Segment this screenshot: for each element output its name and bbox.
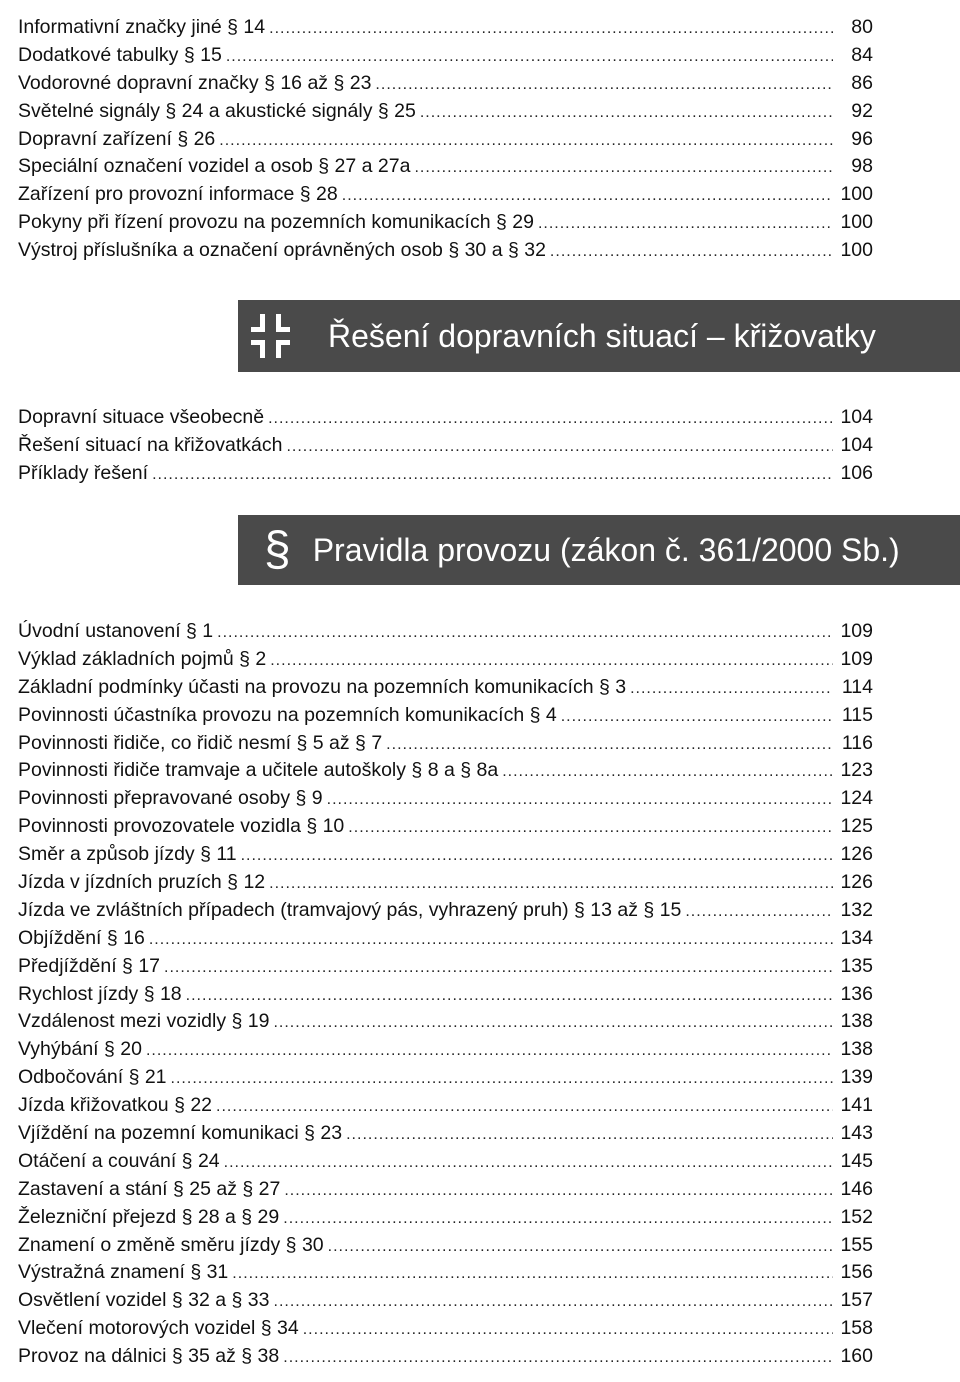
toc-entry-page: 143 <box>840 1122 873 1145</box>
dot-leader <box>269 870 833 898</box>
toc-entry[interactable] <box>18 702 873 730</box>
dot-leader <box>270 647 833 675</box>
toc-entry[interactable] <box>18 1343 873 1371</box>
dot-leader <box>538 210 833 238</box>
toc-entry[interactable] <box>18 1204 873 1232</box>
toc-entry-title: Pokyny při řízení provozu na pozemních komunikacích § 29 <box>18 211 534 234</box>
toc-entry[interactable] <box>18 1176 873 1204</box>
toc-entry[interactable] <box>18 126 873 154</box>
dot-leader <box>685 898 833 926</box>
toc-entry[interactable] <box>18 181 873 209</box>
section-banner-traffic-rules <box>238 515 960 585</box>
dot-leader <box>303 1316 833 1344</box>
toc-entry[interactable] <box>18 404 873 432</box>
toc-entry-page: 160 <box>840 1345 873 1368</box>
toc-entry-page: 146 <box>840 1177 873 1200</box>
toc-entry-page: 145 <box>840 1149 873 1172</box>
dot-leader <box>186 982 833 1010</box>
dot-leader <box>561 703 833 731</box>
toc-entry-title: Znamení o změně směru jízdy § 30 <box>18 1233 324 1256</box>
toc-entry-page: 109 <box>840 647 873 670</box>
section-banner-intersections <box>238 300 960 372</box>
toc-entry[interactable] <box>18 953 873 981</box>
toc-entry-title: Vjíždění na pozemní komunikaci § 23 <box>18 1122 343 1145</box>
toc-entry[interactable] <box>18 1259 873 1287</box>
toc-entry-title: Provoz na dálnici § 35 až § 38 <box>18 1345 280 1368</box>
toc-entry-title: Povinnosti přepravované osoby § 9 <box>18 787 323 810</box>
dot-leader <box>502 758 833 786</box>
dot-leader <box>217 619 833 647</box>
toc-entry-title: Příklady řešení <box>18 461 149 484</box>
dot-leader <box>232 1260 833 1288</box>
dot-leader <box>171 1065 833 1093</box>
toc-entry-title: Směr a způsob jízdy § 11 <box>18 843 237 866</box>
toc-entry-title: Objíždění § 16 <box>18 926 145 949</box>
toc-entry-page: 156 <box>840 1261 873 1284</box>
dot-leader <box>268 405 833 433</box>
toc-entry-page: 100 <box>840 211 873 234</box>
toc-entry-page: 96 <box>851 127 873 150</box>
toc-entry-title: Řešení situací na křižovatkách <box>18 433 283 456</box>
toc-entry-page: 158 <box>840 1317 873 1340</box>
toc-list-group-3 <box>18 618 873 1371</box>
dot-leader <box>283 1205 833 1233</box>
toc-entry-title: Dopravní zařízení § 26 <box>18 127 216 150</box>
toc-entry-title: Výklad základních pojmů § 2 <box>18 647 267 670</box>
dot-leader <box>327 786 833 814</box>
toc-entry-title: Speciální označení vozidel a osob § 27 a 27a <box>18 155 411 178</box>
toc-entry-page: 136 <box>840 982 873 1005</box>
toc-entry-title: Jízda křižovatkou § 22 <box>18 1094 213 1117</box>
dot-leader <box>216 1093 833 1121</box>
toc-entry-page: 138 <box>840 1038 873 1061</box>
toc-entry[interactable] <box>18 618 873 646</box>
banner-title: Řešení dopravních situací – křižovatky <box>328 317 876 354</box>
section-sign-icon: § <box>264 523 291 576</box>
toc-entry-page: 132 <box>840 898 873 921</box>
toc-entry-page: 98 <box>851 155 873 178</box>
toc-entry[interactable] <box>18 1287 873 1315</box>
toc-entry-title: Otáčení a couvání § 24 <box>18 1149 220 1172</box>
toc-entry[interactable] <box>18 1092 873 1120</box>
toc-entry-page: 155 <box>840 1233 873 1256</box>
dot-leader <box>375 71 833 99</box>
dot-leader <box>146 1037 833 1065</box>
toc-entry-title: Osvětlení vozidel § 32 a § 33 <box>18 1289 270 1312</box>
toc-entry-title: Povinnosti řidiče, co řidič nesmí § 5 až § 7 <box>18 731 383 754</box>
toc-entry[interactable] <box>18 1148 873 1176</box>
toc-entry[interactable] <box>18 785 873 813</box>
toc-entry-title: Výstražná znamení § 31 <box>18 1261 229 1284</box>
toc-entry-page: 135 <box>840 954 873 977</box>
toc-entry[interactable] <box>18 1008 873 1036</box>
toc-entry-page: 92 <box>851 99 873 122</box>
toc-entry-page: 109 <box>840 620 873 642</box>
toc-entry-title: Informativní značky jiné § 14 <box>18 16 266 38</box>
toc-entry-title: Zařízení pro provozní informace § 28 <box>18 183 338 206</box>
toc-entry[interactable] <box>18 1064 873 1092</box>
toc-entry-page: 134 <box>840 926 873 949</box>
toc-entry-page: 152 <box>840 1205 873 1228</box>
toc-entry-title: Vyhýbání § 20 <box>18 1038 142 1061</box>
toc-entry-page: 141 <box>840 1094 873 1117</box>
dot-leader <box>328 1233 833 1261</box>
toc-entry-page: 126 <box>840 843 873 866</box>
toc-entry-page: 126 <box>840 871 873 894</box>
toc-entry-title: Vlečení motorových vozidel § 34 <box>18 1317 299 1340</box>
toc-entry-page: 104 <box>840 433 873 456</box>
dot-leader <box>273 1009 833 1037</box>
toc-entry-page: 139 <box>840 1066 873 1089</box>
toc-entry-page: 124 <box>840 787 873 810</box>
toc-entry[interactable] <box>18 841 873 869</box>
dot-leader <box>420 99 833 127</box>
toc-entry[interactable] <box>18 153 873 181</box>
toc-entry[interactable] <box>18 70 873 98</box>
toc-entry[interactable] <box>18 1315 873 1343</box>
toc-entry[interactable] <box>18 98 873 126</box>
dot-leader <box>386 731 833 759</box>
dot-leader <box>630 675 833 703</box>
toc-entry[interactable] <box>18 1120 873 1148</box>
toc-entry-page: 106 <box>840 461 873 484</box>
dot-leader <box>274 1288 834 1316</box>
toc-entry-page: 80 <box>851 16 873 38</box>
toc-entry-title: Povinnosti účastníka provozu na pozemních komunikacích § 4 <box>18 703 557 726</box>
toc-entry-page: 116 <box>841 731 873 754</box>
toc-entry-title: Základní podmínky účasti na provozu na pozemních komunikacích § 3 <box>18 675 627 698</box>
toc-entry[interactable] <box>18 757 873 785</box>
toc-entry[interactable] <box>18 925 873 953</box>
toc-entry-title: Jízda ve zvláštních případech (tramvajový pás, vyhrazený pruh) § 13 až § 15 <box>18 898 682 921</box>
dot-leader <box>550 238 833 266</box>
toc-entry[interactable] <box>18 981 873 1009</box>
dot-leader <box>226 43 833 71</box>
toc-entry-page: 138 <box>840 1010 873 1033</box>
dot-leader <box>284 1177 833 1205</box>
toc-entry[interactable] <box>18 42 873 70</box>
dot-leader <box>152 461 833 489</box>
intersection-icon <box>238 300 310 372</box>
toc-entry[interactable] <box>18 730 873 758</box>
toc-list-group-2 <box>18 404 873 488</box>
toc-entry-page: 100 <box>840 239 873 262</box>
toc-entry[interactable] <box>18 674 873 702</box>
toc-entry-page: 86 <box>851 71 873 94</box>
dot-leader <box>348 814 833 842</box>
toc-entry[interactable] <box>18 237 873 265</box>
dot-leader <box>342 182 833 210</box>
toc-entry[interactable] <box>18 869 873 897</box>
toc-entry-title: Dodatkové tabulky § 15 <box>18 43 222 66</box>
toc-entry-title: Dopravní situace všeobecně <box>18 406 265 428</box>
dot-leader <box>164 954 833 982</box>
toc-entry-page: 114 <box>841 675 873 698</box>
toc-entry-page: 125 <box>840 815 873 838</box>
toc-entry-title: Světelné signály § 24 a akustické signály § 25 <box>18 99 416 122</box>
toc-entry-title: Odbočování § 21 <box>18 1066 167 1089</box>
toc-entry-page: 104 <box>840 406 873 428</box>
toc-entry-title: Předjíždění § 17 <box>18 954 161 977</box>
toc-entry-title: Zastavení a stání § 25 až § 27 <box>18 1177 281 1200</box>
toc-entry-title: Povinnosti provozovatele vozidla § 10 <box>18 815 345 838</box>
toc-list-group-1 <box>18 14 873 265</box>
dot-leader <box>241 842 833 870</box>
toc-entry[interactable] <box>18 1232 873 1260</box>
dot-leader <box>414 154 833 182</box>
dot-leader <box>283 1344 833 1372</box>
dot-leader <box>269 15 833 43</box>
toc-entry-title: Jízda v jízdních pruzích § 12 <box>18 871 266 894</box>
toc-entry-title: Výstroj příslušníka a označení oprávněných osob § 30 a § 32 <box>18 239 546 262</box>
toc-entry-page: 123 <box>840 759 873 782</box>
toc-entry-title: Úvodní ustanovení § 1 <box>18 620 214 642</box>
toc-entry-title: Železniční přejezd § 28 a § 29 <box>18 1205 280 1228</box>
toc-entry-page: 84 <box>851 43 873 66</box>
toc-entry[interactable] <box>18 460 873 488</box>
toc-entry[interactable] <box>18 209 873 237</box>
dot-leader <box>286 433 833 461</box>
toc-entry[interactable] <box>18 432 873 460</box>
dot-leader <box>149 926 833 954</box>
toc-entry-title: Povinnosti řidiče tramvaje a učitele autoškoly § 8 a § 8a <box>18 759 499 782</box>
toc-entry-page: 157 <box>840 1289 873 1312</box>
toc-entry-title: Rychlost jízdy § 18 <box>18 982 182 1005</box>
toc-entry-page: 115 <box>841 703 873 726</box>
toc-entry-page: 100 <box>840 183 873 206</box>
toc-entry[interactable] <box>18 14 873 42</box>
toc-entry[interactable] <box>18 897 873 925</box>
toc-entry[interactable] <box>18 813 873 841</box>
toc-entry[interactable] <box>18 646 873 674</box>
dot-leader <box>346 1121 833 1149</box>
banner-title: Pravidla provozu (zákon č. 361/2000 Sb.) <box>312 531 900 568</box>
toc-entry[interactable] <box>18 1036 873 1064</box>
toc-entry-title: Vodorovné dopravní značky § 16 až § 23 <box>18 71 372 94</box>
dot-leader <box>224 1149 833 1177</box>
toc-entry-title: Vzdálenost mezi vozidly § 19 <box>18 1010 270 1033</box>
dot-leader <box>219 127 833 155</box>
